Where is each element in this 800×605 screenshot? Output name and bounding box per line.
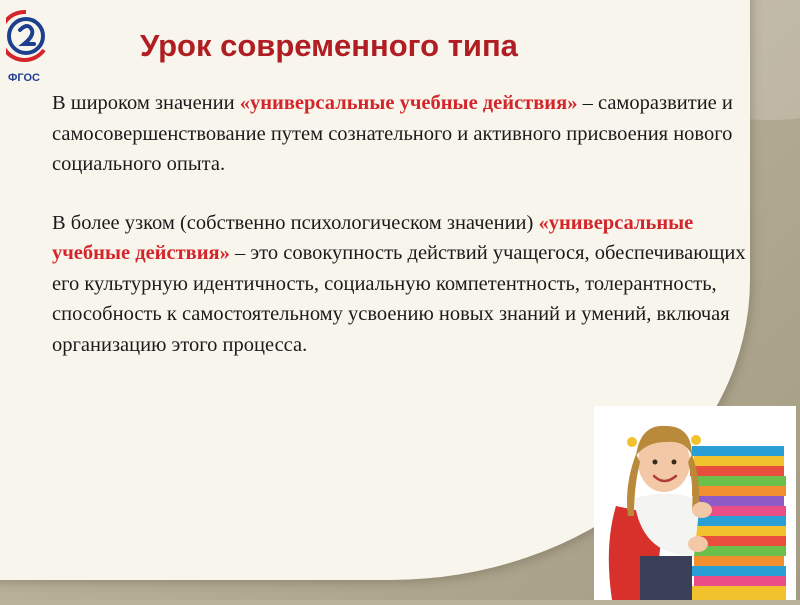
- girl-with-books-photo: [594, 406, 796, 600]
- girl-with-books-icon: [594, 406, 796, 600]
- paragraph-broad: [52, 88, 752, 180]
- term-highlight: «универсальные учебные действия»: [52, 211, 694, 264]
- term-highlight: «универсальные учебные действия»: [239, 92, 578, 114]
- paragraph-broad-suffix: – саморазвитие и самосовершенствование путем сознательного и активного присвоения нового социального опыта.: [52, 92, 733, 175]
- logo-label: ФГОС: [8, 72, 40, 84]
- paragraph-narrow-prefix: В более узком (собственно психологическом значении): [52, 211, 539, 234]
- fgos-logo-icon: [6, 4, 46, 74]
- slide-body: [52, 88, 752, 360]
- book-stack-icon: [690, 446, 786, 600]
- paragraph-narrow: [52, 208, 752, 361]
- paragraph-broad-prefix: В широком значении: [52, 92, 240, 114]
- paragraph-narrow-suffix: – это совокупность действий учащегося, обеспечивающих его культурную идентичность, социальную компетентность, толерантность, способность к самостоятельному усвоению новых знаний и умений, включая организацию этого процесса.: [52, 242, 746, 356]
- slide-title: Урок современного типа: [140, 28, 518, 63]
